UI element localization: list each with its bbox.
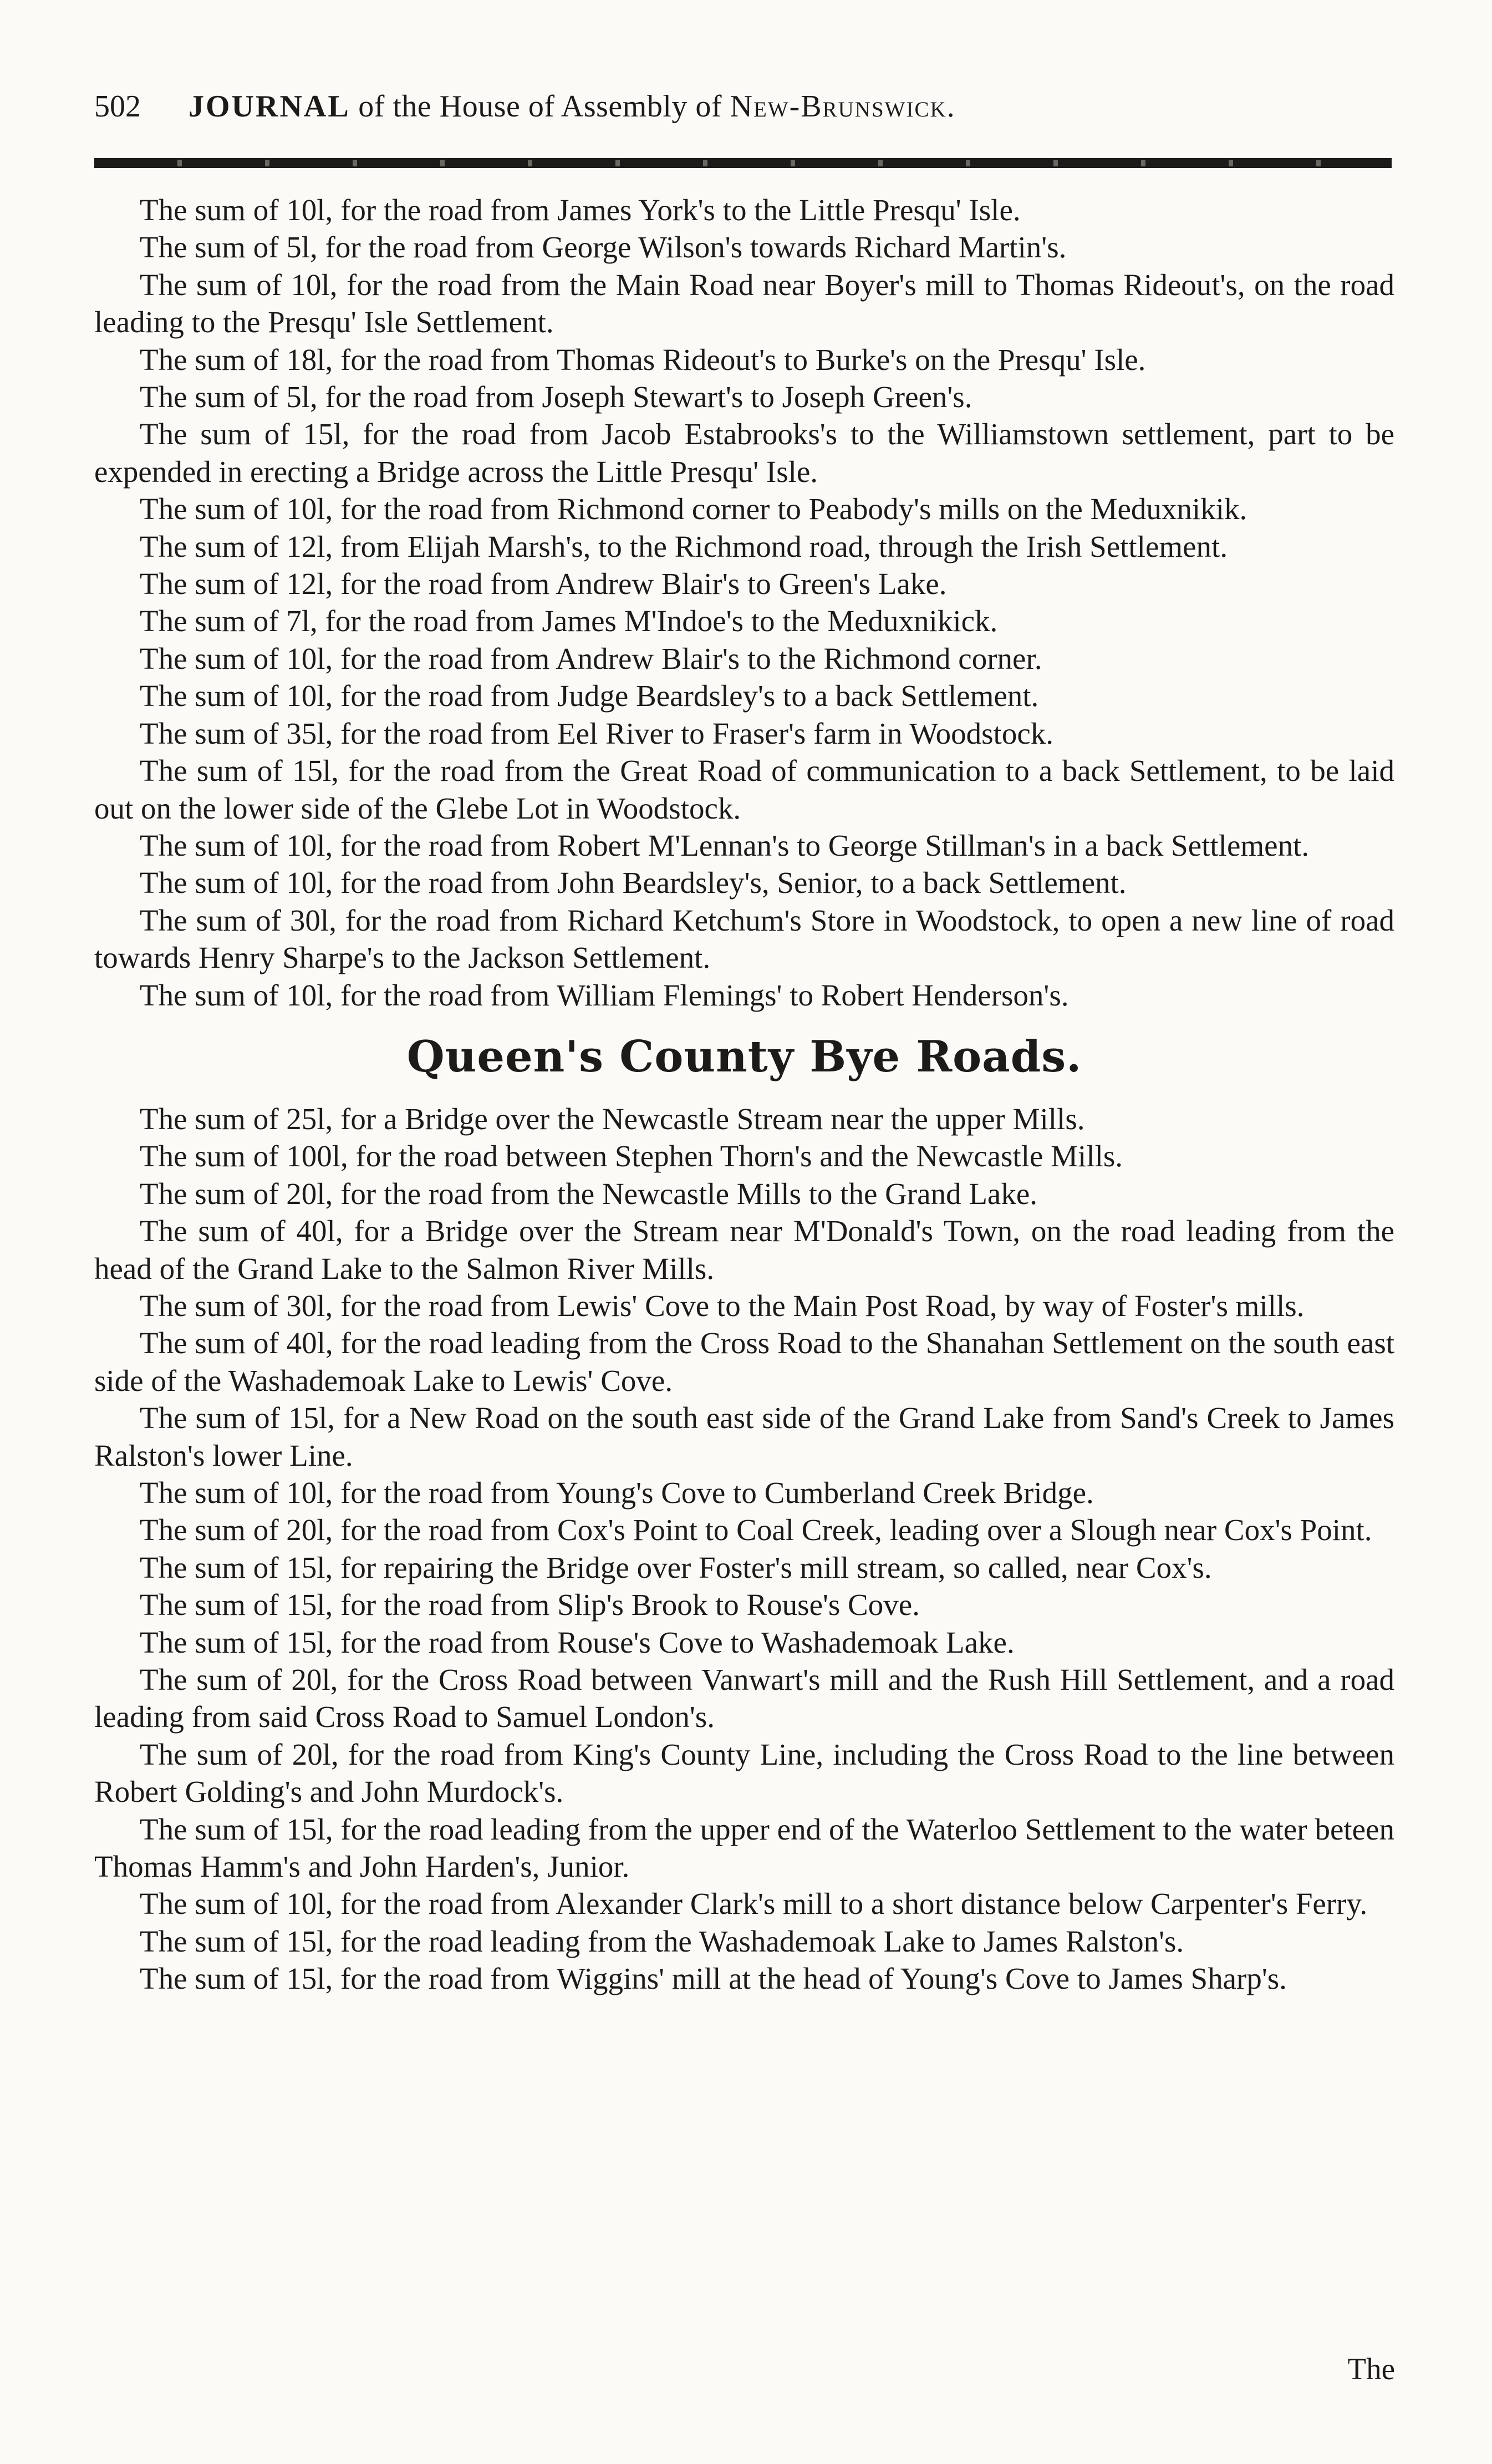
running-head: [189, 89, 956, 124]
appropriation-entry: The sum of 10l, for the road from Robert M'Lennan's to George Stillman's in a back Settlement.: [140, 828, 1310, 862]
appropriation-entry: The sum of 15l, for the road from Slip's Brook to Rouse's Cove.: [140, 1588, 920, 1622]
appropriation-entry: The sum of 5l, for the road from George Wilson's towards Richard Martin's.: [140, 230, 1067, 265]
appropriation-entry: The sum of 10l, for the road from Young's Cove to Cumberland Creek Bridge.: [140, 1476, 1094, 1510]
appropriation-entry: The sum of 30l, for the road from Lewis' Cove to the Main Post Road, by way of Foster's mills.: [140, 1288, 1305, 1323]
appropriation-entry: The sum of 10l, for the road from William Flemings' to Robert Henderson's.: [140, 978, 1069, 1012]
appropriation-entry: The sum of 15l, for the road from Wiggins' mill at the head of Young's Cove to James Sharp's.: [140, 1962, 1287, 1996]
appropriation-entry: The sum of 15l, for the road leading from the Washademoak Lake to James Ralston's.: [140, 1924, 1184, 1958]
appropriation-entry: The sum of 20l, for the road from King's County Line, including the Cross Road to the line between Robert Golding's and John Murdock's.: [94, 1737, 1394, 1809]
body-text: [94, 191, 1394, 1998]
appropriation-entry: The sum of 25l, for a Bridge over the Newcastle Stream near the upper Mills.: [140, 1101, 1085, 1136]
appropriation-entry: The sum of 10l, for the road from Judge Beardsley's to a back Settlement.: [140, 679, 1039, 713]
page-number: 502: [94, 89, 141, 124]
page-header: [94, 89, 1397, 139]
appropriation-entry: The sum of 40l, for a Bridge over the Stream near M'Donald's Town, on the road leading from the head of the Grand Lake to the Salmon River Mills.: [94, 1214, 1394, 1286]
appropriation-entry: The sum of 10l, for the road from Alexander Clark's mill to a short distance below Carpenter's Ferry.: [140, 1887, 1368, 1921]
appropriation-entry: The sum of 7l, for the road from James M'Indoe's to the Meduxnikick.: [140, 604, 998, 638]
appropriation-entry: The sum of 35l, for the road from Eel River to Fraser's farm in Woodstock.: [140, 716, 1053, 750]
appropriation-entry: The sum of 10l, for the road from John Beardsley's, Senior, to a back Settlement.: [140, 866, 1127, 900]
appropriation-entry: The sum of 15l, for the road from Jacob Estabrooks's to the Williamstown settlement, part to be expended in erecting a Bridge across the Little Presqu' Isle.: [94, 417, 1394, 489]
appropriation-entry: The sum of 20l, for the road from the Newcastle Mills to the Grand Lake.: [140, 1176, 1037, 1211]
appropriation-entry: The sum of 5l, for the road from Joseph Stewart's to Joseph Green's.: [140, 380, 972, 414]
appropriation-entry: The sum of 18l, for the road from Thomas Rideout's to Burke's on the Presqu' Isle.: [140, 342, 1146, 377]
section-two-entries: [94, 1100, 1394, 1998]
appropriation-entry: The sum of 10l, for the road from the Main Road near Boyer's mill to Thomas Rideout's, on the road leading to the Presqu' Isle Settlement.: [94, 267, 1394, 339]
section-one-entries: [94, 191, 1394, 1014]
appropriation-entry: The sum of 15l, for repairing the Bridge over Foster's mill stream, so called, near Cox's.: [140, 1550, 1212, 1584]
appropriation-entry: The sum of 12l, from Elijah Marsh's, to the Richmond road, through the Irish Settlement.: [140, 529, 1228, 563]
catchword: The: [1347, 2352, 1395, 2386]
appropriation-entry: The sum of 15l, for the road leading from the upper end of the Waterloo Settlement to the water beteen Thomas Hamm's and John Harden's, Junior.: [94, 1812, 1394, 1884]
appropriation-entry: The sum of 10l, for the road from Richmond corner to Peabody's mills on the Meduxnikik.: [140, 492, 1247, 526]
appropriation-entry: The sum of 10l, for the road from James York's to the Little Presqu' Isle.: [140, 193, 1021, 227]
appropriation-entry: The sum of 12l, for the road from Andrew Blair's to Green's Lake.: [140, 567, 947, 601]
appropriation-entry: The sum of 20l, for the road from Cox's Point to Coal Creek, leading over a Slough near Cox's Point.: [140, 1513, 1372, 1547]
running-head-journal: JOURNAL: [189, 89, 350, 124]
appropriation-entry: The sum of 15l, for a New Road on the south east side of the Grand Lake from Sand's Creek to James Ralston's lower Line.: [94, 1401, 1394, 1472]
section-heading-queens-county: Queen's County Bye Roads.: [406, 1031, 1082, 1082]
running-head-province: New-Brunswick.: [730, 89, 956, 124]
header-rule: [94, 158, 1392, 168]
appropriation-entry: The sum of 15l, for the road from Rouse's Cove to Washademoak Lake.: [140, 1625, 1015, 1659]
appropriation-entry: The sum of 30l, for the road from Richard Ketchum's Store in Woodstock, to open a new line of road towards Henry Sharpe's to the Jackson Settlement.: [94, 903, 1394, 975]
appropriation-entry: The sum of 40l, for the road leading from the Cross Road to the Shanahan Settlement on the south east side of the Washademoak Lake to Lewis' Cove.: [94, 1326, 1394, 1398]
appropriation-entry: The sum of 15l, for the road from the Great Road of communication to a back Settlement, to be laid out on the lower side of the Glebe Lot in Woodstock.: [94, 754, 1394, 825]
running-head-title: of the House of Assembly of: [358, 89, 722, 124]
appropriation-entry: The sum of 100l, for the road between Stephen Thorn's and the Newcastle Mills.: [140, 1139, 1123, 1173]
appropriation-entry: The sum of 10l, for the road from Andrew Blair's to the Richmond corner.: [140, 641, 1042, 675]
appropriation-entry: The sum of 20l, for the Cross Road between Vanwart's mill and the Rush Hill Settlement, and a road leading from said Cross Road to Samuel London's.: [94, 1663, 1394, 1734]
